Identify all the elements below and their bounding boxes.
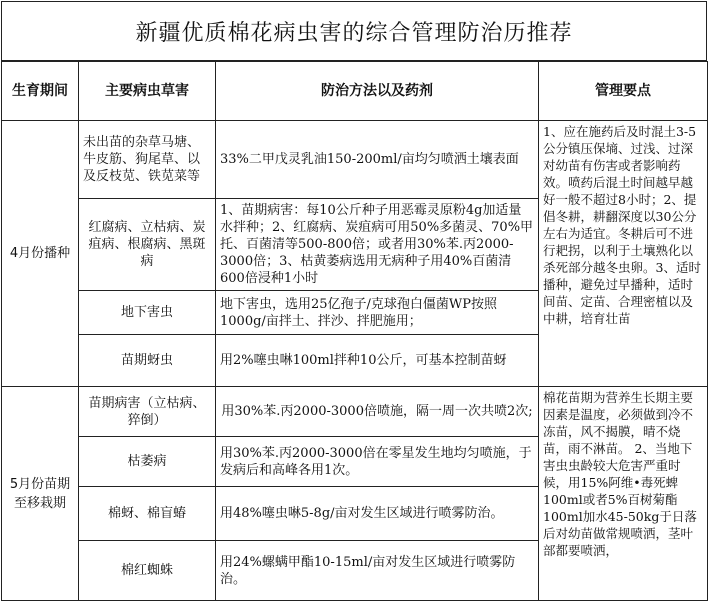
management-points-cell: 棉花苗期为营养生长期主要因素是温度，必须做到冷不冻苗，风不揭膜，晴不烧苗，雨不淋苗。 2、当地下害虫虫龄较大危害严重时候，用15%阿维•毒死蜱100ml或者5%百树菊酯100ml加水45-50kg于日落后对幼苗做常规喷洒，茎叶部都要喷洒， bbox=[539, 387, 708, 601]
method-cell: 33%二甲戊灵乳油150-200ml/亩均匀喷洒土壤表面 bbox=[216, 121, 539, 199]
method-cell: 用24%螺螨甲酯10-15ml/亩对发生区域进行喷雾防治。 bbox=[216, 541, 539, 601]
document-sheet bbox=[1, 1, 708, 585]
method-cell: 用30%苯.丙2000-3000倍喷施，隔一周一次共喷2次; bbox=[216, 387, 539, 437]
table-row bbox=[2, 387, 708, 437]
period-cell: 5月份苗期至移栽期 bbox=[2, 387, 79, 601]
method-cell: 用2%噻虫啉100ml拌种10公斤，可基本控制苗蚜 bbox=[216, 335, 539, 387]
document-title: 新疆优质棉花病虫害的综合管理防治历推荐 bbox=[1, 1, 707, 61]
pest-management-table bbox=[1, 61, 708, 601]
management-points-cell: 1、应在施药后及时混土3-5公分镇压保墒、过浅、过深对幼苗有伤害或者影响药效。喷药后混土时间越早越好一般不超过8小时；2、提倡冬耕，耕翻深度以30公分左右为适宜。冬耕后可不进行耙拐，以利于土壤熟化以杀死部分越冬虫卵。3、适时播种，避免过早播种，适时间苗、定苗、合理密植以及中耕，培育壮苗 bbox=[539, 121, 708, 387]
header-pests: 主要病虫草害 bbox=[79, 62, 216, 121]
pest-cell: 未出苗的杂草马塘、牛皮筋、狗尾草、以及反枝苋、铁苋菜等 bbox=[79, 121, 216, 199]
period-cell: 4月份播种 bbox=[2, 121, 79, 387]
pest-cell: 棉蚜、棉盲蝽 bbox=[79, 487, 216, 541]
pest-cell: 红腐病、立枯病、炭疽病、根腐病、黑斑病 bbox=[79, 199, 216, 291]
method-cell: 1、苗期病害：每10公斤种子用恶霉灵原粉4g加适量水拌种；2、红腐病、炭疽病可用50%多菌灵、70%甲托、百菌清等500-800倍；或者用30%苯.丙2000-3000倍；3、枯黄萎病选用无病种子用40%百菌清600倍浸种1小时 bbox=[216, 199, 539, 291]
header-methods: 防治方法以及药剂 bbox=[216, 62, 539, 121]
header-points: 管理要点 bbox=[539, 62, 708, 121]
pest-cell: 苗期病害（立枯病、猝倒） bbox=[79, 387, 216, 437]
pest-cell: 枯萎病 bbox=[79, 437, 216, 487]
table-row bbox=[2, 121, 708, 199]
pest-cell: 棉红蜘蛛 bbox=[79, 541, 216, 601]
header-period: 生育期间 bbox=[2, 62, 79, 121]
method-cell: 用30%苯.丙2000-3000倍在零星发生地均匀喷施，于发病后和高峰各用1次。 bbox=[216, 437, 539, 487]
method-cell: 用48%噻虫啉5-8g/亩对发生区域进行喷雾防治。 bbox=[216, 487, 539, 541]
pest-cell: 地下害虫 bbox=[79, 291, 216, 335]
pest-cell: 苗期蚜虫 bbox=[79, 335, 216, 387]
method-cell: 地下害虫，选用25亿孢子/克球孢白僵菌WP按照1000g/亩拌土、拌沙、拌肥施用； bbox=[216, 291, 539, 335]
table-header-row bbox=[2, 62, 708, 121]
